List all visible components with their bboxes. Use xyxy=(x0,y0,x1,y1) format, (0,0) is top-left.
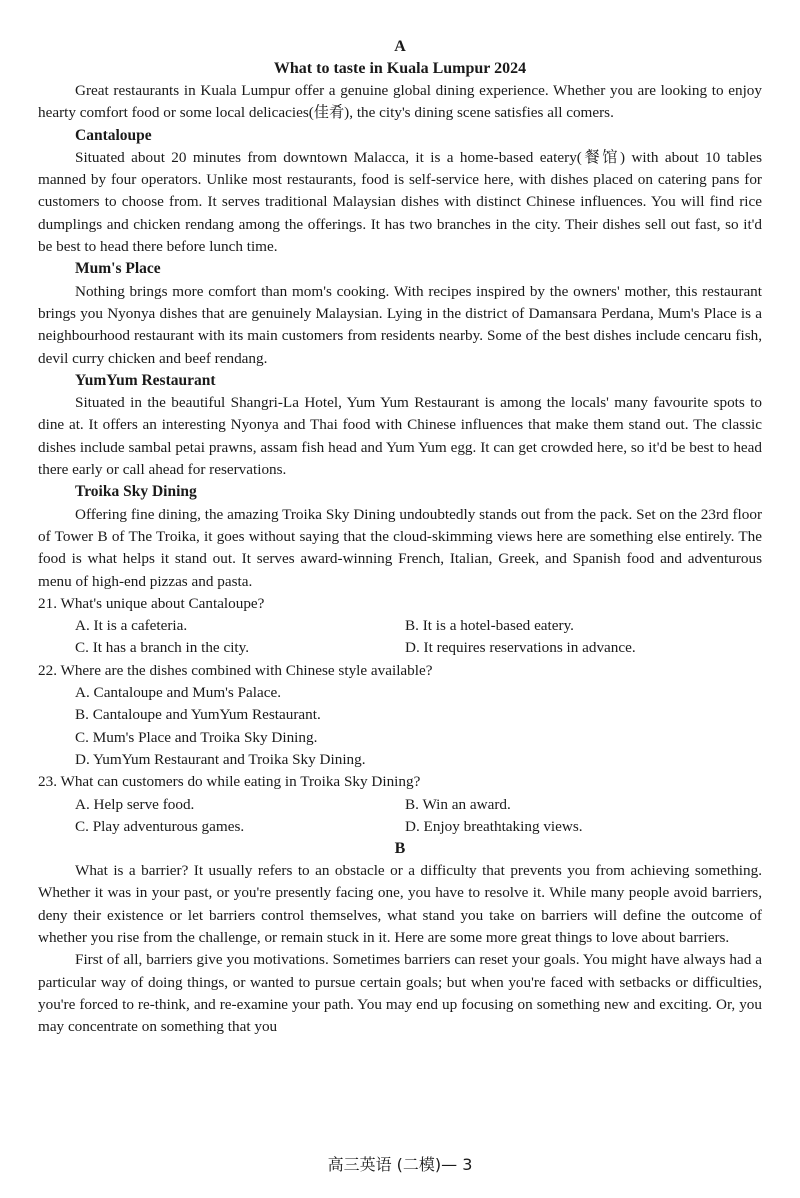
passage-a-title: What to taste in Kuala Lumpur 2024 xyxy=(273,60,527,77)
page-footer: 高三英语 (二模)— 3 xyxy=(327,1155,473,1174)
option-a: A. Help serve food. xyxy=(75,795,195,813)
option-b: B. Win an award. xyxy=(405,795,511,813)
option-b: B. Cantaloupe and YumYum Restaurant. xyxy=(75,706,321,724)
restaurant-heading: Mum's Place xyxy=(75,260,161,278)
option-c: C. Play adventurous games. xyxy=(75,817,245,835)
option-b: B. It is a hotel-based eatery. xyxy=(405,617,574,635)
passage-b-paragraph: First of all, barriers give you motivations. Sometimes barriers can reset your goals. You might have always had a particular way of doing things, or wanted to pursue certain goals; but when you're faced with setbacks or difficulties, you're forced to re-think, and re-examine your path. You may end up focusing on something new and exciting. Or, you may concentrate on something that you xyxy=(38,951,762,1036)
question-stem: 22. Where are the dishes combined with Chinese style available? xyxy=(38,661,433,679)
section-a-letter: A xyxy=(394,38,406,55)
question-21 xyxy=(38,593,762,660)
question-stem: 21. What's unique about Cantaloupe? xyxy=(38,594,265,612)
question-22 xyxy=(38,660,762,771)
option-a: A. Cantaloupe and Mum's Palace. xyxy=(75,684,282,702)
restaurant-cantaloupe xyxy=(38,125,762,259)
option-a: A. It is a cafeteria. xyxy=(75,617,188,635)
restaurant-description: Offering fine dining, the amazing Troika Sky Dining undoubtedly stands out from the pack. Set on the 23rd floor of Tower B of The Troika, it goes without saying that the cloud-skimming views here are something else entirely. The food is what helps it stand out. It serves award-winning French, Italian, Greek, and Spanish food and adventurous menu of high-end pizzas and pasta. xyxy=(38,505,762,590)
restaurant-troika xyxy=(38,481,762,592)
restaurant-heading: Cantaloupe xyxy=(75,126,152,144)
restaurant-heading: Troika Sky Dining xyxy=(75,483,197,501)
option-c: C. It has a branch in the city. xyxy=(75,639,250,657)
restaurant-yumyum xyxy=(38,370,762,481)
option-d: D. It requires reservations in advance. xyxy=(405,639,636,657)
passage-a-intro: Great restaurants in Kuala Lumpur offer a genuine global dining experience. Whether you are looking to enjoy hearty comfort food or some local delicacies(佳肴), the city's dining scene satisfies all comers. xyxy=(38,82,762,122)
restaurant-description: Nothing brings more comfort than mom's cooking. With recipes inspired by the owners' mother, this restaurant brings you Nyonya dishes that are genuinely Malaysian. Lying in the district of Damansara Perdana, Mum's Place is a neighbourhood restaurant with its main customers from residents nearby. Some of the best dishes include cencaru fish, devil curry chicken and beef rendang. xyxy=(38,282,762,367)
restaurant-description: Situated in the beautiful Shangri-La Hotel, Yum Yum Restaurant is among the locals' many favourite spots to dine at. It offers an interesting Nyonya and Thai food with Chinese influences that make them stand out. The classic dishes include sambal petai prawns, assam fish head and Yum Yum egg. It can get crowded here, so it'd be best to head there early or call ahead for reservations. xyxy=(38,394,762,479)
section-b-letter: B xyxy=(394,840,406,858)
question-options xyxy=(38,615,762,660)
option-d: D. Enjoy breathtaking views. xyxy=(405,817,583,835)
option-c: C. Mum's Place and Troika Sky Dining. xyxy=(75,728,318,746)
option-d: D. YumYum Restaurant and Troika Sky Dining. xyxy=(75,750,366,768)
question-stem: 23. What can customers do while eating in Troika Sky Dining? xyxy=(38,773,421,791)
restaurant-description: Situated about 20 minutes from downtown Malacca, it is a home-based eatery(餐馆) with about 10 tables manned by four operators. Unlike most restaurants, food is self-service here, with dishes placed on catering pans for customers to choose from. It serves traditional Malaysian dishes with distinct Chinese influences. You will find rice dumplings and chicken rendang among the offerings. It has two branches in the city. Their dishes sell out fast, so it'd be best to head there before lunch time. xyxy=(38,148,762,256)
question-options xyxy=(38,794,762,839)
restaurant-mums-place xyxy=(38,258,762,369)
passage-b-paragraph: What is a barrier? It usually refers to an obstacle or a difficulty that prevents you from achieving something. Whether it was in your past, or you're presently facing one, you have to resolve it. While many people avoid barriers, deny their existence or let barriers control themselves, what stand you take on barriers will define the outcome of whether you rise from the challenge, or remain stuck in it. Here are some more great things to love about barriers. xyxy=(38,862,762,946)
exam-page xyxy=(38,36,762,1038)
restaurant-heading: YumYum Restaurant xyxy=(75,371,216,389)
question-23 xyxy=(38,771,762,838)
